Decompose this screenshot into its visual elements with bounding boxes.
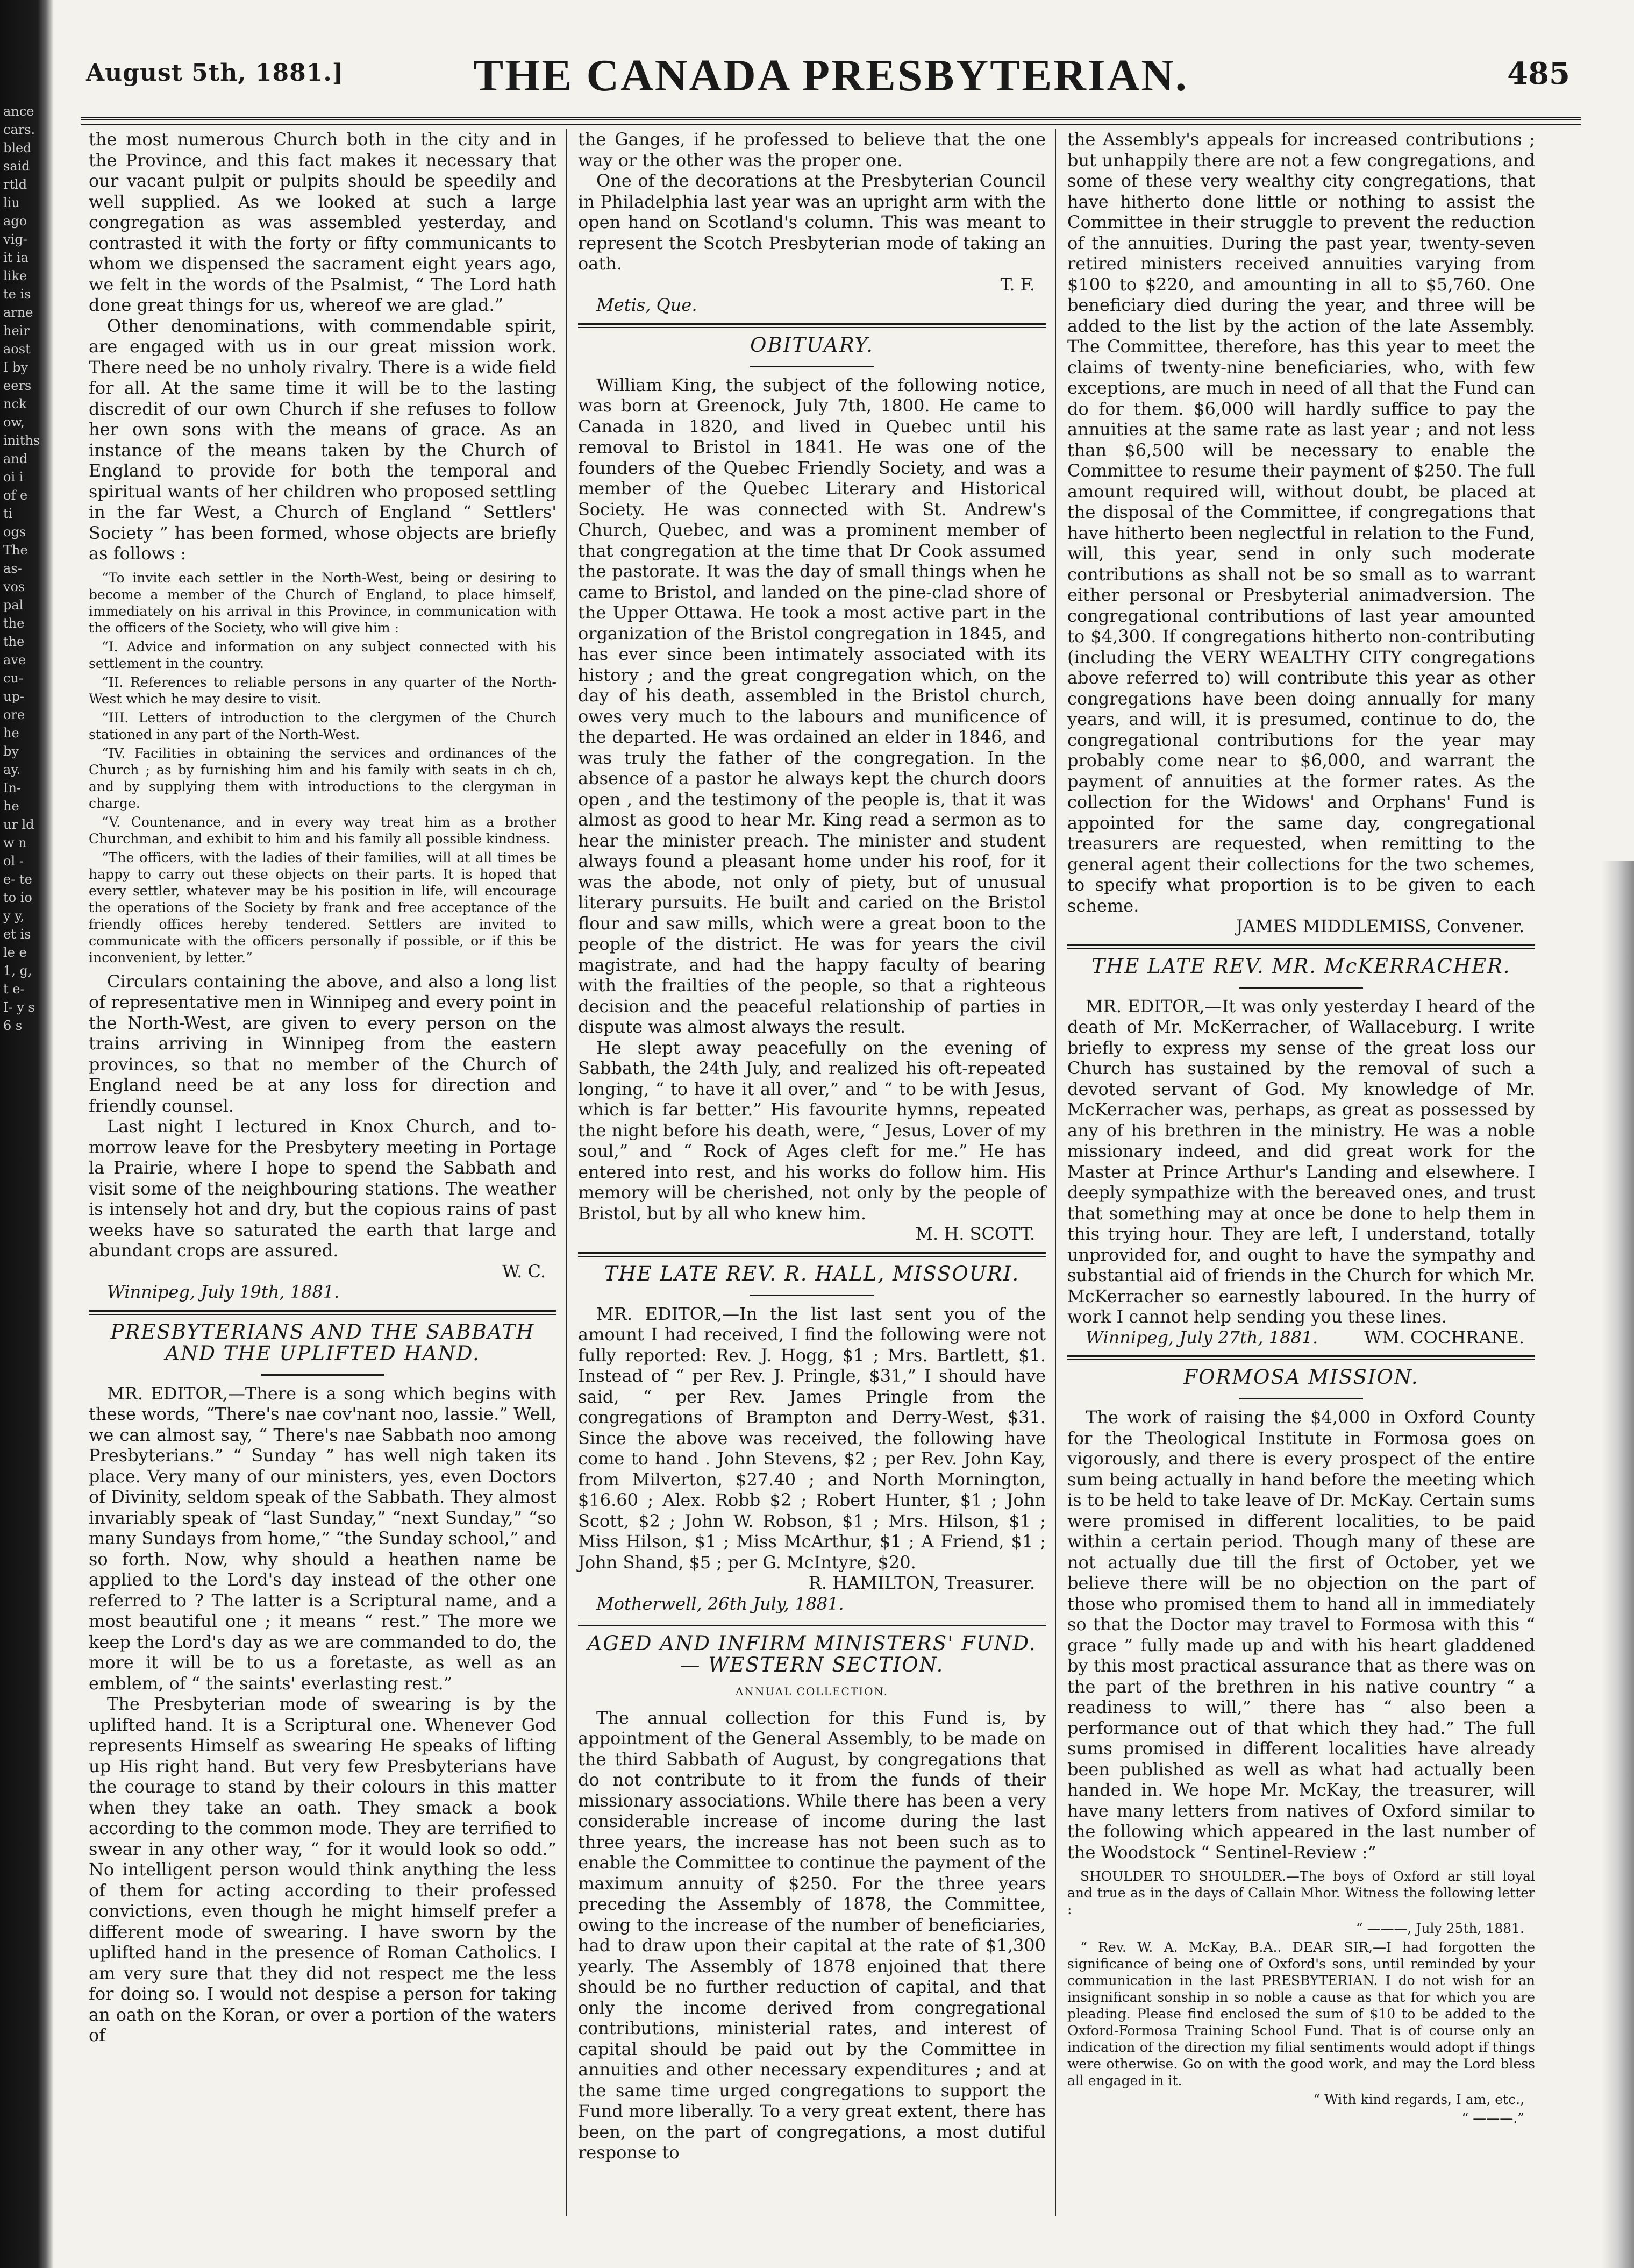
- dateline: Motherwell, 26th July, 1881.: [596, 1593, 844, 1614]
- dateline: Winnipeg, July 27th, 1881.: [1086, 1327, 1318, 1348]
- article-heading: AGED AND INFIRM MINISTERS' FUND.— WESTERN SECTION.: [587, 1632, 1037, 1676]
- newspaper-title: THE CANADA PRESBYTERIAN.: [473, 51, 1188, 101]
- section-rule: [89, 1310, 556, 1315]
- article-paragraph: Last night I lectured in Knox Church, and to-morrow leave for the Presbytery meeting in Portage la Prairie, where I hope to spend the Sabbath and visit some of the neighbouring stations. The weather is intensely hot and dry, but the copious rains of past weeks have so saturated the earth that large and abundant crops are assured.: [89, 1116, 556, 1261]
- column-1: [89, 129, 556, 2216]
- article-paragraph: the Ganges, if he professed to believe that the one way or the other was the proper one.: [578, 129, 1046, 170]
- signature: WM. COCHRANE.: [1364, 1327, 1524, 1348]
- page-number: 485: [1507, 56, 1570, 91]
- signature: M. H. SCOTT.: [915, 1224, 1035, 1244]
- article-paragraph: He slept away peacefully on the evening of Sabbath, the 24th July, and realized his oft-repeated longing, “ to have it all over,” and “ to be with Jesus, which is far better.” His favourite hymns, repeated the night before his death, were, “ Jesus, Lover of my soul,” and “ Rock of Ages cleft for me.” He has entered into rest, and his works do follow him. His memory will be cherished, not only by the people of Bristol, but by all who knew him.: [578, 1037, 1046, 1224]
- quote-dateline: “ ———, July 25th, 1881.: [1355, 1921, 1524, 1936]
- quote-signature: “ ———.”: [1461, 2110, 1524, 2126]
- article-paragraph: The annual collection for this Fund is, by appointment of the General Assembly, to be made on the third Sabbath of August, by congregations that do not contribute to it from the funds of their missionary associations. While there has been a very considerable increase of income during the last three years, the increase has not been such as to enable the Committee to continue the payment of the maximum annuity of $250. For the three years preceding the Assembly of 1878, the Committee, owing to the increase of the number of beneficiaries, had to draw upon their capital at the rate of $1,300 yearly. The Assembly of 1878 enjoined that there should be no further reduction of capital, and that only the income derived from congregational contributions, ministerial rates, and interest of capital should be paid out by the Committee in annuities and other necessary expenditures ; and at the same time urged congregations to support the Fund more liberally. To a very great extent, there has been, on the part of congregations, a most dutiful response to: [578, 1707, 1046, 2163]
- quote-paragraph: “IV. Facilities in obtaining the services and ordinances of the Church ; as by furnishing him and his family with seats in ch ch, and by supplying them with introductions to the clergyman in charge.: [89, 745, 556, 811]
- quote-paragraph: SHOULDER TO SHOULDER.—The boys of Oxford ar still loyal and true as in the days of Callain Mhor. Witness the following letter :: [1067, 1868, 1535, 1917]
- section-rule: [1067, 944, 1535, 949]
- article-paragraph: the Assembly's appeals for increased contributions ; but unhappily there are not a few congregations, and some of these very wealthy city congregations, that have hitherto done little or nothing to assist the Committee in their struggle to prevent the reduction of the annuities. During the past year, twenty-seven retired ministers received annuities varying from $100 to $220, and amounting in all to $5,760. One beneficiary died during the year, and three will be added to the list by the action of the late Assembly. The Committee, therefore, has this year to meet the claims of twenty-nine beneficiaries, who, with few exceptions, are much in need of all that the Fund can do for them. $6,000 will hardly suffice to pay the annuities at the same rate as last year ; and not less than $6,500 will be necessary to enable the Committee to resume their payment of $250. The full amount required will, without doubt, be placed at the disposal of the Committee, if congregations that have hitherto been neglectful in relation to the Fund, will, this year, send in only such moderate contributions as shall not be so small as to warrant either personal or Presbyterial animadversion. The congregational contributions of last year amounted to $4,300. If congregations hitherto non-contributing (including the VERY WEALTHY CITY congregations above referred to) will contribute this year as other congregations have been doing annually for many years, and will, it is presumed, continue to do, the congregational contributions for the year may probably come near to $6,000, and warrant the payment of annuities at the former rates. As the collection for the Widows' and Orphans' Fund is appointed for the same day, congregational treasurers are requested, when remitting to the general agent their collections for the two schemes, to specify what proportion is to be given to each scheme.: [1067, 129, 1535, 916]
- quote-paragraph: “II. References to reliable persons in any quarter of the North-West which he may desire to visit.: [89, 674, 556, 707]
- page-edge-shadow: [1602, 861, 1634, 2268]
- sentinel-review-quote: [1067, 1868, 1535, 2127]
- quote-paragraph: “V. Countenance, and in every way treat him as a brother Churchman, and exhibit to him and his family all possible kindness.: [89, 814, 556, 847]
- masthead: [81, 38, 1581, 113]
- heading-rule: [1239, 987, 1363, 989]
- heading-rule: [1239, 1398, 1363, 1399]
- article-heading: THE LATE REV. MR. McKERRACHER.: [1091, 954, 1511, 978]
- quote-paragraph: “The officers, with the ladies of their families, will at all times be happy to carry out these objects on their parts. It is hoped that every settler, whatever may be his position in life, will encourage the operations of the Society by frank and free acceptance of the friendly offices hereby tendered. Settlers are invited to communicate with the officers personally if possible, or if this be inconvenient, by letter.”: [89, 849, 556, 965]
- adjacent-page-fragments: ance cars. bled said rtld liu ago vig- it ia like te is arne heir aost I by eers nck ow, iniths and oi i of e ti ogs The as- vos pal the the ave cu- up- ore he by ay. In- he ur ld w n ol -e- te to io y y, et is le e 1, g, t e- I- y s 6 s: [3, 104, 40, 1033]
- article-paragraph: William King, the subject of the following notice, was born at Greenock, July 7th, 1800. He came to Canada in 1820, and lived in Quebec until his removal to Bristol in 1841. He was one of the founders of the Quebec Friendly Society, and was a member of the Quebec Literary and Historical Society. He was connected with St. Andrew's Church, Quebec, and was a prominent member of that congregation at the time that Dr Cook assumed the pastorate. It was the day of small things when he came to Bristol, and landed on the pine-clad shore of the Upper Ottawa. He took a most active part in the organization of the Bristol congregation in 1845, and has ever since been intimately associated with its history ; and the great congregation which, on the day of his death, assembled in the Bristol church, owes very much to the labours and munificence of the departed. He was ordained an elder in 1846, and was truly the father of the congregation. In the absence of a pastor he always kept the church doors open , and the testimony of the people is, that it was almost as good to hear Mr. King read a sermon as to hear the minister preach. The minister and student always found a pleasant home under his roof, for it was the abode, not only of piety, but of unusual literary pursuits. He built and caried on the Bristol flour and saw mills, which were a great boon to the people of the district. He was for years the civil magistrate, and had the happy faculty of bearing with the frailties of the people, so that a righteous decision and the peaceful relationship of parties in dispute was almost always the result.: [578, 374, 1046, 1037]
- article-paragraph: MR. EDITOR,—In the list last sent you of the amount I had received, I find the following were not fully reported: Rev. J. Hogg, $1 ; Mrs. Bartlett, $1. Instead of “ per Rev. J. Pringle, $31,” I should have said, “ per Rev. James Pringle from the congregations of Brampton and Derry-West, $31. Since the above was received, the following have come to hand . John Stevens, $2 ; per Rev. John Kay, from Milverton, $27.40 ; and North Mornington, $16.60 ; Alex. Robb $2 ; Robert Hunter, $1 ; John Scott, $2 ; John W. Robson, $1 ; Mrs. Hilson, $1 ; Miss Hilson, $1 ; Miss McArthur, $1 ; A Friend, $1 ; John Shand, $5 ; per G. McIntyre, $20.: [578, 1303, 1046, 1573]
- section-rule: [578, 1252, 1046, 1257]
- heading-rule: [750, 1295, 874, 1296]
- signature: JAMES MIDDLEMISS, Convener.: [1236, 916, 1524, 936]
- article-heading: THE LATE REV. R. HALL, MISSOURI.: [604, 1262, 1020, 1285]
- article-heading: OBITUARY.: [750, 333, 874, 357]
- article-paragraph: the most numerous Church both in the city and in the Province, and this fact makes it necessary that our vacant pulpit or pulpits should be speedily and well supplied. As we looked at such a large congregation as was assembled yesterday, and contrasted it with the forty or fifty communicants to whom we dispensed the sacrament eight years ago, we felt in the words of the Psalmist, “ The Lord hath done great things for us, whereof we are glad.”: [89, 129, 556, 315]
- heading-rule: [750, 366, 874, 367]
- section-rule: [578, 323, 1046, 328]
- article-heading: PRESBYTERIANS AND THE SABBATH AND THE UPLIFTED HAND.: [110, 1320, 535, 1365]
- article-paragraph: Circulars containing the above, and also a long list of representative men in Winnipeg and every point in the North-West, are given to every person on the trains arriving in Winnipeg from the eastern provinces, so that no member of the Church of England need be at any loss for direction and friendly counsel.: [89, 971, 556, 1116]
- signature-initials: W. C.: [502, 1261, 546, 1282]
- article-paragraph: The work of raising the $4,000 in Oxford County for the Theological Institute in Formosa goes on vigorously, and there is every prospect of the entire sum being actually in hand before the meeting which is to be held to take leave of Dr. McKay. Certain sums were promised in different localities, to be paid within a certain period. Though many of these are not actually due till the first of October, yet we believe there will be no objection on the part of those who promised them to hand all in immediately so that the Doctor may travel to Formosa with this “ grace ” fully made up and with his heart gladdened by this most practical assurance that as there was on the part of the brethren in his native country “ a readiness to will,” there has “ also been a performance out of that which they had.” The full sums promised in different localities have already been published as well as what had actually been handed in. We hope Mr. McKay, the treasurer, will have many letters from natives of Oxford similar to the following which appeared in the last number of the Woodstock “ Sentinel-Review :”: [1067, 1407, 1535, 1862]
- signature-initials: T. F.: [1000, 274, 1035, 295]
- dateline: Winnipeg, July 19th, 1881.: [107, 1282, 340, 1302]
- section-rule: [578, 1622, 1046, 1626]
- column-divider: [1055, 129, 1056, 2216]
- article-paragraph: Other denominations, with commendable spirit, are engaged with us in our great mission work. There need be no unholy rivalry. There is a wide field for all. At the same time it will be to the lasting discredit of our own Church if she refuses to follow her own sons with the means of grace. As an instance of the means taken by the Church of England to provide for both the temporal and spiritual wants of her children who proposed settling in the far West, a Church of England “ Settlers' Society ” has been formed, whose objects are briefly as follows :: [89, 315, 556, 564]
- column-divider: [566, 129, 567, 2216]
- quote-paragraph: “To invite each settler in the North-West, being or desiring to become a member of the Church of England, to place himself, immediately on his arrival in this Province, in communication with the officers of the Society, who will give him :: [89, 570, 556, 636]
- society-objects-quote: [89, 570, 556, 966]
- section-rule: [1067, 1355, 1535, 1360]
- article-paragraph: MR. EDITOR,—There is a song which begins with these words, “There's nae cov'nant noo, lassie.” Well, we can almost say, “ There's nae Sabbath noo among Presbyterians.” “ Sunday ” has well nigh taken its place. Very many of our ministers, yes, even Doctors of Divinity, seldom speak of the Sabbath. They almost invariably speak of “last Sunday,” “next Sunday,” “so many Sundays from home,” “the Sunday school,” and so forth. Now, why should a heathen name be applied to the Lord's day instead of the other one referred to ? The latter is a Scriptural name, and a most beautiful one ; it means “ rest.” The more we keep the Lord's day as we are commanded to do, the more it will be to us a foretaste, as well as an emblem, of “ the saints' everlasting rest.”: [89, 1383, 556, 1694]
- quote-closing: “ With kind regards, I am, etc.,: [1313, 2092, 1524, 2107]
- quote-paragraph: “III. Letters of introduction to the clergymen of the Church stationed in any part of the North-West.: [89, 709, 556, 742]
- quote-paragraph: “I. Advice and information on any subject connected with his settlement in the country.: [89, 638, 556, 671]
- quote-paragraph: “ Rev. W. A. McKay, B.A.. DEAR SIR,—I had forgotten the significance of being one of Oxford's sons, until reminded by your communication in the last PRESBYTERIAN. I do not wish for an insignificant sonship in so noble a cause as that for which you are pleading. Please find enclosed the sum of $10 to be added to the Oxford-Formosa Training School Fund. That is of course only an indication of the direction my filial sentiments would adopt if things were otherwise. Go on with the good work, and may the Lord bless all engaged in it.: [1067, 1939, 1535, 2088]
- column-2: [578, 129, 1046, 2216]
- dateline: Metis, Que.: [596, 295, 697, 315]
- column-3: [1067, 129, 1535, 2216]
- article-paragraph: MR. EDITOR,—It was only yesterday I heard of the death of Mr. McKerracher, of Wallaceburg. I write briefly to express my sense of the great loss our Church has sustained by the removal of such a devoted servant of God. My knowledge of Mr. McKerracher was, perhaps, as great as possessed by any of his brethren in the ministry. He was a noble missionary indeed, and did great work for the Master at Prince Arthur's Landing and elsewhere. I deeply sympathize with the bereaved ones, and trust that something may at once be done to help them in this trying hour. They are left, I understand, totally unprovided for, and ought to have the sympathy and substantial aid of friends in the Church for which Mr. McKerracher so earnestly laboured. In the hurry of work I cannot help sending you these lines.: [1067, 996, 1535, 1327]
- issue-date: August 5th, 1881.]: [86, 59, 344, 87]
- article-heading: FORMOSA MISSION.: [1183, 1366, 1419, 1389]
- signature-line: [1067, 1327, 1535, 1348]
- signature: R. HAMILTON, Treasurer.: [808, 1573, 1035, 1593]
- article-paragraph: One of the decorations at the Presbyterian Council in Philadelphia last year was an upright arm with the open hand on Scotland's column. This was meant to represent the Scotch Presbyterian mode of taking an oath.: [578, 170, 1046, 274]
- article-subheading: ANNUAL COLLECTION.: [735, 1685, 889, 1698]
- masthead-rule: [81, 117, 1581, 125]
- heading-rule: [261, 1374, 384, 1376]
- article-paragraph: The Presbyterian mode of swearing is by the uplifted hand. It is a Scriptural one. Whenever God represents Himself as swearing He speaks of lifting up His right hand. But very few Presbyterians have the courage to stand by their colours in this matter when they take an oath. They smack a book according to the common mode. They are terrified to swear in any other way, “ for it would look so odd.” No intelligent person would think anything the less of them for acting according to their professed convictions, even though he might himself prefer a different mode of swearing. I have sworn by the uplifted hand in the presence of Roman Catholics. I am very sure that they did not respect me the less for doing so. I would not despise a person for taking an oath on the Koran, or over a portion of the waters of: [89, 1694, 556, 2045]
